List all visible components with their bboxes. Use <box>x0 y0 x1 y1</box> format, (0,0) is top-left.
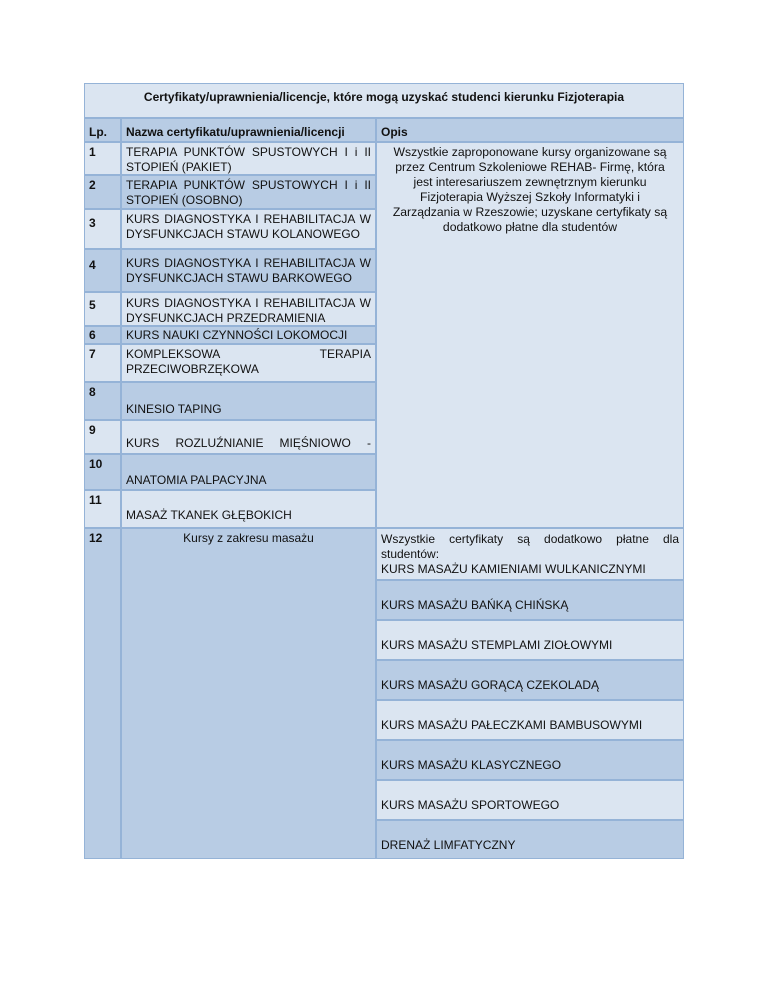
name-cell: KURS DIAGNOSTYKA I REHABILITACJA W DYSFUNKCJACH STAWU KOLANOWEGO <box>121 209 376 249</box>
lp-cell: 4 <box>84 249 121 292</box>
lp-cell: 3 <box>84 209 121 249</box>
lp-cell: 9 <box>84 420 121 454</box>
massage-course-cell: KURS MASAŻU KLASYCZNEGO <box>376 740 684 780</box>
name-cell: KURS DIAGNOSTYKA I REHABILITACJA W DYSFUNKCJACH PRZEDRAMIENIA <box>121 292 376 326</box>
name-cell: TERAPIA PUNKTÓW SPUSTOWYCH I i II STOPIEŃ (OSOBNO) <box>121 175 376 209</box>
massage-course-cell: KURS MASAŻU PAŁECZKAMI BAMBUSOWYMI <box>376 700 684 740</box>
name-cell: KINESIO TAPING <box>121 382 376 420</box>
name-cell: ANATOMIA PALPACYJNA <box>121 454 376 490</box>
header-lp: Lp. <box>84 118 121 142</box>
lp-cell: 12 <box>84 528 121 859</box>
massage-course-cell: KURS MASAŻU SPORTOWEGO <box>376 780 684 820</box>
name-cell: KOMPLEKSOWA TERAPIA PRZECIWOBRZĘKOWA <box>121 344 376 382</box>
name-cell: KURS ROZLUŹNIANIE MIĘŚNIOWO - <box>121 420 376 454</box>
lp-cell: 10 <box>84 454 121 490</box>
lp-cell: 11 <box>84 490 121 528</box>
lp-cell: 8 <box>84 382 121 420</box>
name-cell: KURS DIAGNOSTYKA I REHABILITACJA W DYSFUNKCJACH STAWU BARKOWEGO <box>121 249 376 292</box>
massage-course-cell: KURS MASAŻU GORĄCĄ CZEKOLADĄ <box>376 660 684 700</box>
name-cell: TERAPIA PUNKTÓW SPUSTOWYCH I i II STOPIEŃ (PAKIET) <box>121 142 376 175</box>
lp-cell: 2 <box>84 175 121 209</box>
kompleksowa-line: KOMPLEKSOWA TERAPIA <box>126 347 371 361</box>
massage-course-cell: DRENAŻ LIMFATYCZNY <box>376 820 684 859</box>
table-title: Certyfikaty/uprawnienia/licencje, które mogą uzyskać studenci kierunku Fizjoterapia <box>84 83 684 118</box>
lp-cell: 7 <box>84 344 121 382</box>
description-cell: Wszystkie zaproponowane kursy organizowane są przez Centrum Szkoleniowe REHAB- Firmę, która jest interesariuszem zewnętrznym kierunku Fizjoterapia Wyższej Szkoły Informatyki i Zarządzania w Rzeszowie; uzyskane certyfikaty są dodatkowo płatne dla studentów <box>376 142 684 528</box>
name-cell: KURS NAUKI CZYNNOŚCI LOKOMOCJI <box>121 326 376 344</box>
name-cell: MASAŻ TKANEK GŁĘBOKICH <box>121 490 376 528</box>
description-cell: Wszystkie certyfikaty są dodatkowo płatne dla studentów: KURS MASAŻU KAMIENIAMI WULKANICZNYMI <box>376 528 684 580</box>
massage-course-cell: KURS MASAŻU BAŃKĄ CHIŃSKĄ <box>376 580 684 620</box>
header-desc: Opis <box>376 118 684 142</box>
massage-course-cell: KURS MASAŻU STEMPLAMI ZIOŁOWYMI <box>376 620 684 660</box>
lp-cell: 5 <box>84 292 121 326</box>
name-cell: Kursy z zakresu masażu <box>121 528 376 859</box>
lp-cell: 1 <box>84 142 121 175</box>
lp-cell: 6 <box>84 326 121 344</box>
header-name: Nazwa certyfikatu/uprawnienia/licencji <box>121 118 376 142</box>
